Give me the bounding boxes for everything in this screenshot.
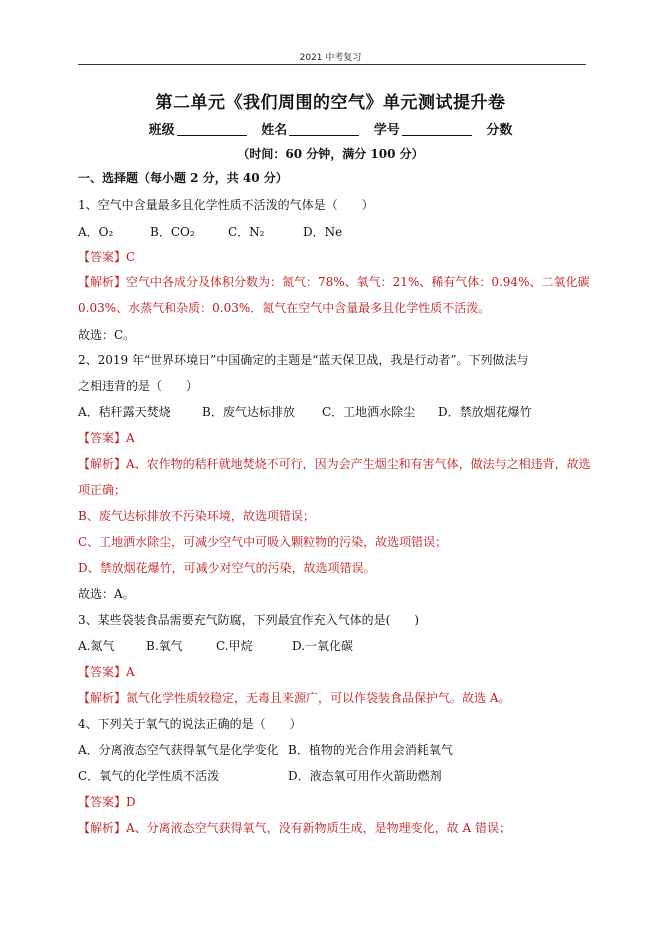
q3-option-d: D.一氧化碳 [292,639,354,653]
q3-option-a: A.氮气 [78,639,115,653]
student-info-row [0,119,661,138]
q4-option-c: C．氧气的化学性质不活泼 [78,769,220,783]
id-label: 学号 [373,123,400,138]
question-2-conclusion: 故选：A。 [78,587,135,601]
question-4-analysis: 【解析】A、分离液态空气获得氧气，没有新物质生成，是物理变化，故 A 错误； [78,821,511,835]
q2-option-b: B．废气达标排放 [202,405,295,419]
class-label: 班级 [148,123,175,138]
question-1-conclusion: 故选：C。 [78,328,136,342]
q1-option-c: C．N₂ [228,225,265,239]
question-2-options [78,404,532,420]
q2-option-a: A．秸秆露天焚烧 [78,405,171,419]
q2-option-d: D．禁放烟花爆竹 [438,405,532,419]
question-1-analysis: 0.03%、水蒸气和杂质：0.03%．氮气在空气中含量最多且化学性质不活泼。 [78,301,491,315]
q1-option-d: D．Ne [303,225,343,239]
q3-option-c: C.甲烷 [216,639,253,653]
section-heading: 一、选择题（每小题 2 分，共 40 分） [78,171,288,185]
q2-option-c: C．工地洒水除尘 [322,405,416,419]
page-header: 2021 中考复习 [299,53,362,63]
question-2-analysis: B、废气达标排放不污染环境，故选项错误； [78,509,315,523]
time-note: （时间：60 分钟，满分 100 分） [237,147,424,161]
name-label: 姓名 [261,123,288,138]
q4-option-b: B．植物的光合作用会消耗氧气 [288,743,453,757]
question-3-options [78,638,353,654]
question-4-options-row-1 [78,742,453,758]
question-2-analysis: 项正确； [78,483,127,497]
q3-option-b: B.氧气 [146,639,183,653]
question-1-answer: 【答案】C [78,250,136,264]
class-blank[interactable] [177,123,247,136]
question-1-options [78,224,342,240]
question-1-analysis: 【解析】空气中各成分及体积分数为：氮气：78%、氧气：21%、稀有气体：0.94%、二氧化碳 [78,275,590,289]
question-2-analysis: C、工地洒水除尘，可减少空气中可吸入颗粒物的污染，故选项错误； [78,535,448,549]
question-2-stem: 2、2019 年“世界环境日”中国确定的主题是“蓝天保卫战，我是行动者”。下列做法与 [78,353,529,367]
question-3-analysis: 【解析】氮气化学性质较稳定，无毒且来源广，可以作袋装食品保护气。故选 A。 [78,691,511,705]
question-3-stem: 3、某些袋装食品需要充气防腐，下列最宜作充入气体的是( ) [78,613,420,627]
question-4-answer: 【答案】D [78,795,136,809]
question-2-stem: 之相违背的是（ ） [78,379,199,393]
id-blank[interactable] [402,123,472,136]
question-2-analysis: 【解析】A、农作物的秸秆就地焚烧不可行，因为会产生烟尘和有害气体，做法与之相违背，故选 [78,457,591,471]
header-divider [78,64,586,65]
name-blank[interactable] [289,123,359,136]
q4-option-d: D．液态氧可用作火箭助燃剂 [288,769,442,783]
document-title: 第二单元《我们周围的空气》单元测试提升卷 [155,93,506,113]
question-4-stem: 4、下列关于氧气的说法正确的是（ ） [78,717,302,731]
q1-option-a: A．O₂ [78,225,114,239]
question-2-analysis: D、禁放烟花爆竹，可减少对空气的污染，故选项错误。 [78,561,376,575]
q1-option-b: B．CO₂ [150,225,195,239]
question-1-stem: 1、空气中含量最多且化学性质不活泼的气体是（ ） [78,198,374,212]
question-3-answer: 【答案】A [78,665,135,679]
question-4-options-row-2 [78,768,442,784]
q4-option-a: A．分离液态空气获得氧气是化学变化 [78,743,279,757]
score-label: 分数 [486,123,513,138]
question-2-answer: 【答案】A [78,431,135,445]
